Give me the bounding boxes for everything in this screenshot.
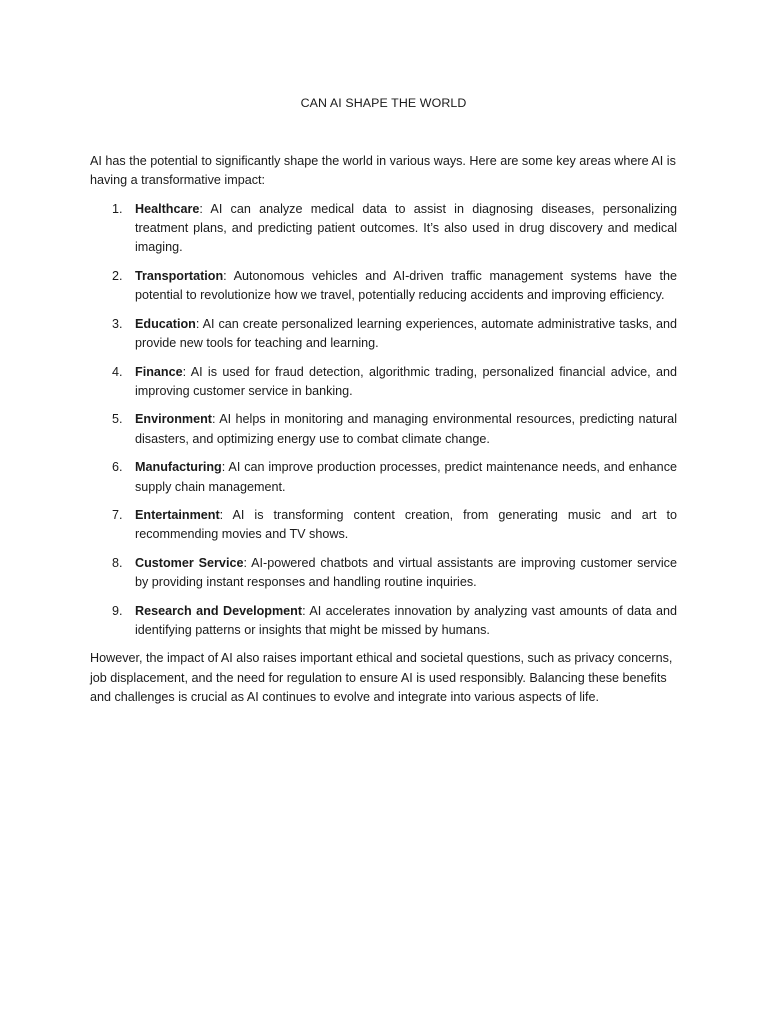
area-description: : AI accelerates innovation by analyzing vast amounts of data and identifying patterns or insights that might be missed by humans. [135, 604, 677, 638]
intro-paragraph: AI has the potential to significantly shape the world in various ways. Here are some key areas where AI is having a transformative impact: [90, 154, 676, 188]
area-name: Education [135, 316, 196, 331]
area-name: Healthcare [135, 201, 200, 216]
list-number: 7. [112, 508, 123, 523]
key-areas-list [90, 200, 677, 641]
list-number: 9. [112, 604, 123, 619]
area-description: : Autonomous vehicles and AI-driven traffic management systems have the potential to revolutionize how we travel, potentially reducing accidents and improving efficiency. [135, 268, 677, 302]
list-item [90, 602, 677, 640]
area-name: Transportation [135, 268, 224, 283]
document-page [90, 94, 677, 707]
area-description: : AI can analyze medical data to assist in diagnosing diseases, personalizing treatment plans, and predicting patient outcomes. It’s also used in drug discovery and medical imaging. [135, 201, 677, 255]
area-name: Environment [135, 412, 212, 427]
list-number: 8. [112, 556, 123, 571]
list-item [90, 267, 677, 305]
list-item [90, 315, 677, 353]
closing-paragraph: However, the impact of AI also raises important ethical and societal questions, such as privacy concerns, job displacement, and the need for regulation to ensure AI is used responsibly. Balancing these benefits and challenges is crucial as AI continues to evolve and integrate into various aspects of life. [90, 651, 673, 704]
list-number: 4. [112, 364, 123, 379]
area-description: : AI is transforming content creation, from generating music and art to recommending movies and TV shows. [135, 508, 677, 542]
list-item [90, 506, 677, 544]
document-title: CAN AI SHAPE THE WORLD [300, 96, 467, 110]
list-number: 5. [112, 412, 123, 427]
area-description: : AI-powered chatbots and virtual assistants are improving customer service by providing instant responses and handling routine inquiries. [135, 556, 677, 590]
list-number: 3. [112, 316, 123, 331]
list-item [90, 363, 677, 401]
area-description: : AI is used for fraud detection, algorithmic trading, personalized financial advice, and improving customer service in banking. [135, 364, 677, 398]
list-item [90, 200, 677, 258]
list-item [90, 458, 677, 496]
area-description: : AI can create personalized learning experiences, automate administrative tasks, and provide new tools for teaching and learning. [135, 316, 677, 350]
list-number: 6. [112, 460, 123, 475]
list-item [90, 410, 677, 448]
list-number: 2. [112, 268, 123, 283]
area-name: Research and Development [135, 604, 303, 619]
list-number: 1. [112, 201, 123, 216]
area-description: : AI can improve production processes, predict maintenance needs, and enhance supply chain management. [135, 460, 677, 494]
area-description: : AI helps in monitoring and managing environmental resources, predicting natural disasters, and optimizing energy use to combat climate change. [135, 412, 677, 446]
list-item [90, 554, 677, 592]
area-name: Finance [135, 364, 183, 379]
area-name: Customer Service [135, 556, 244, 571]
area-name: Manufacturing [135, 460, 222, 475]
area-name: Entertainment [135, 508, 220, 523]
